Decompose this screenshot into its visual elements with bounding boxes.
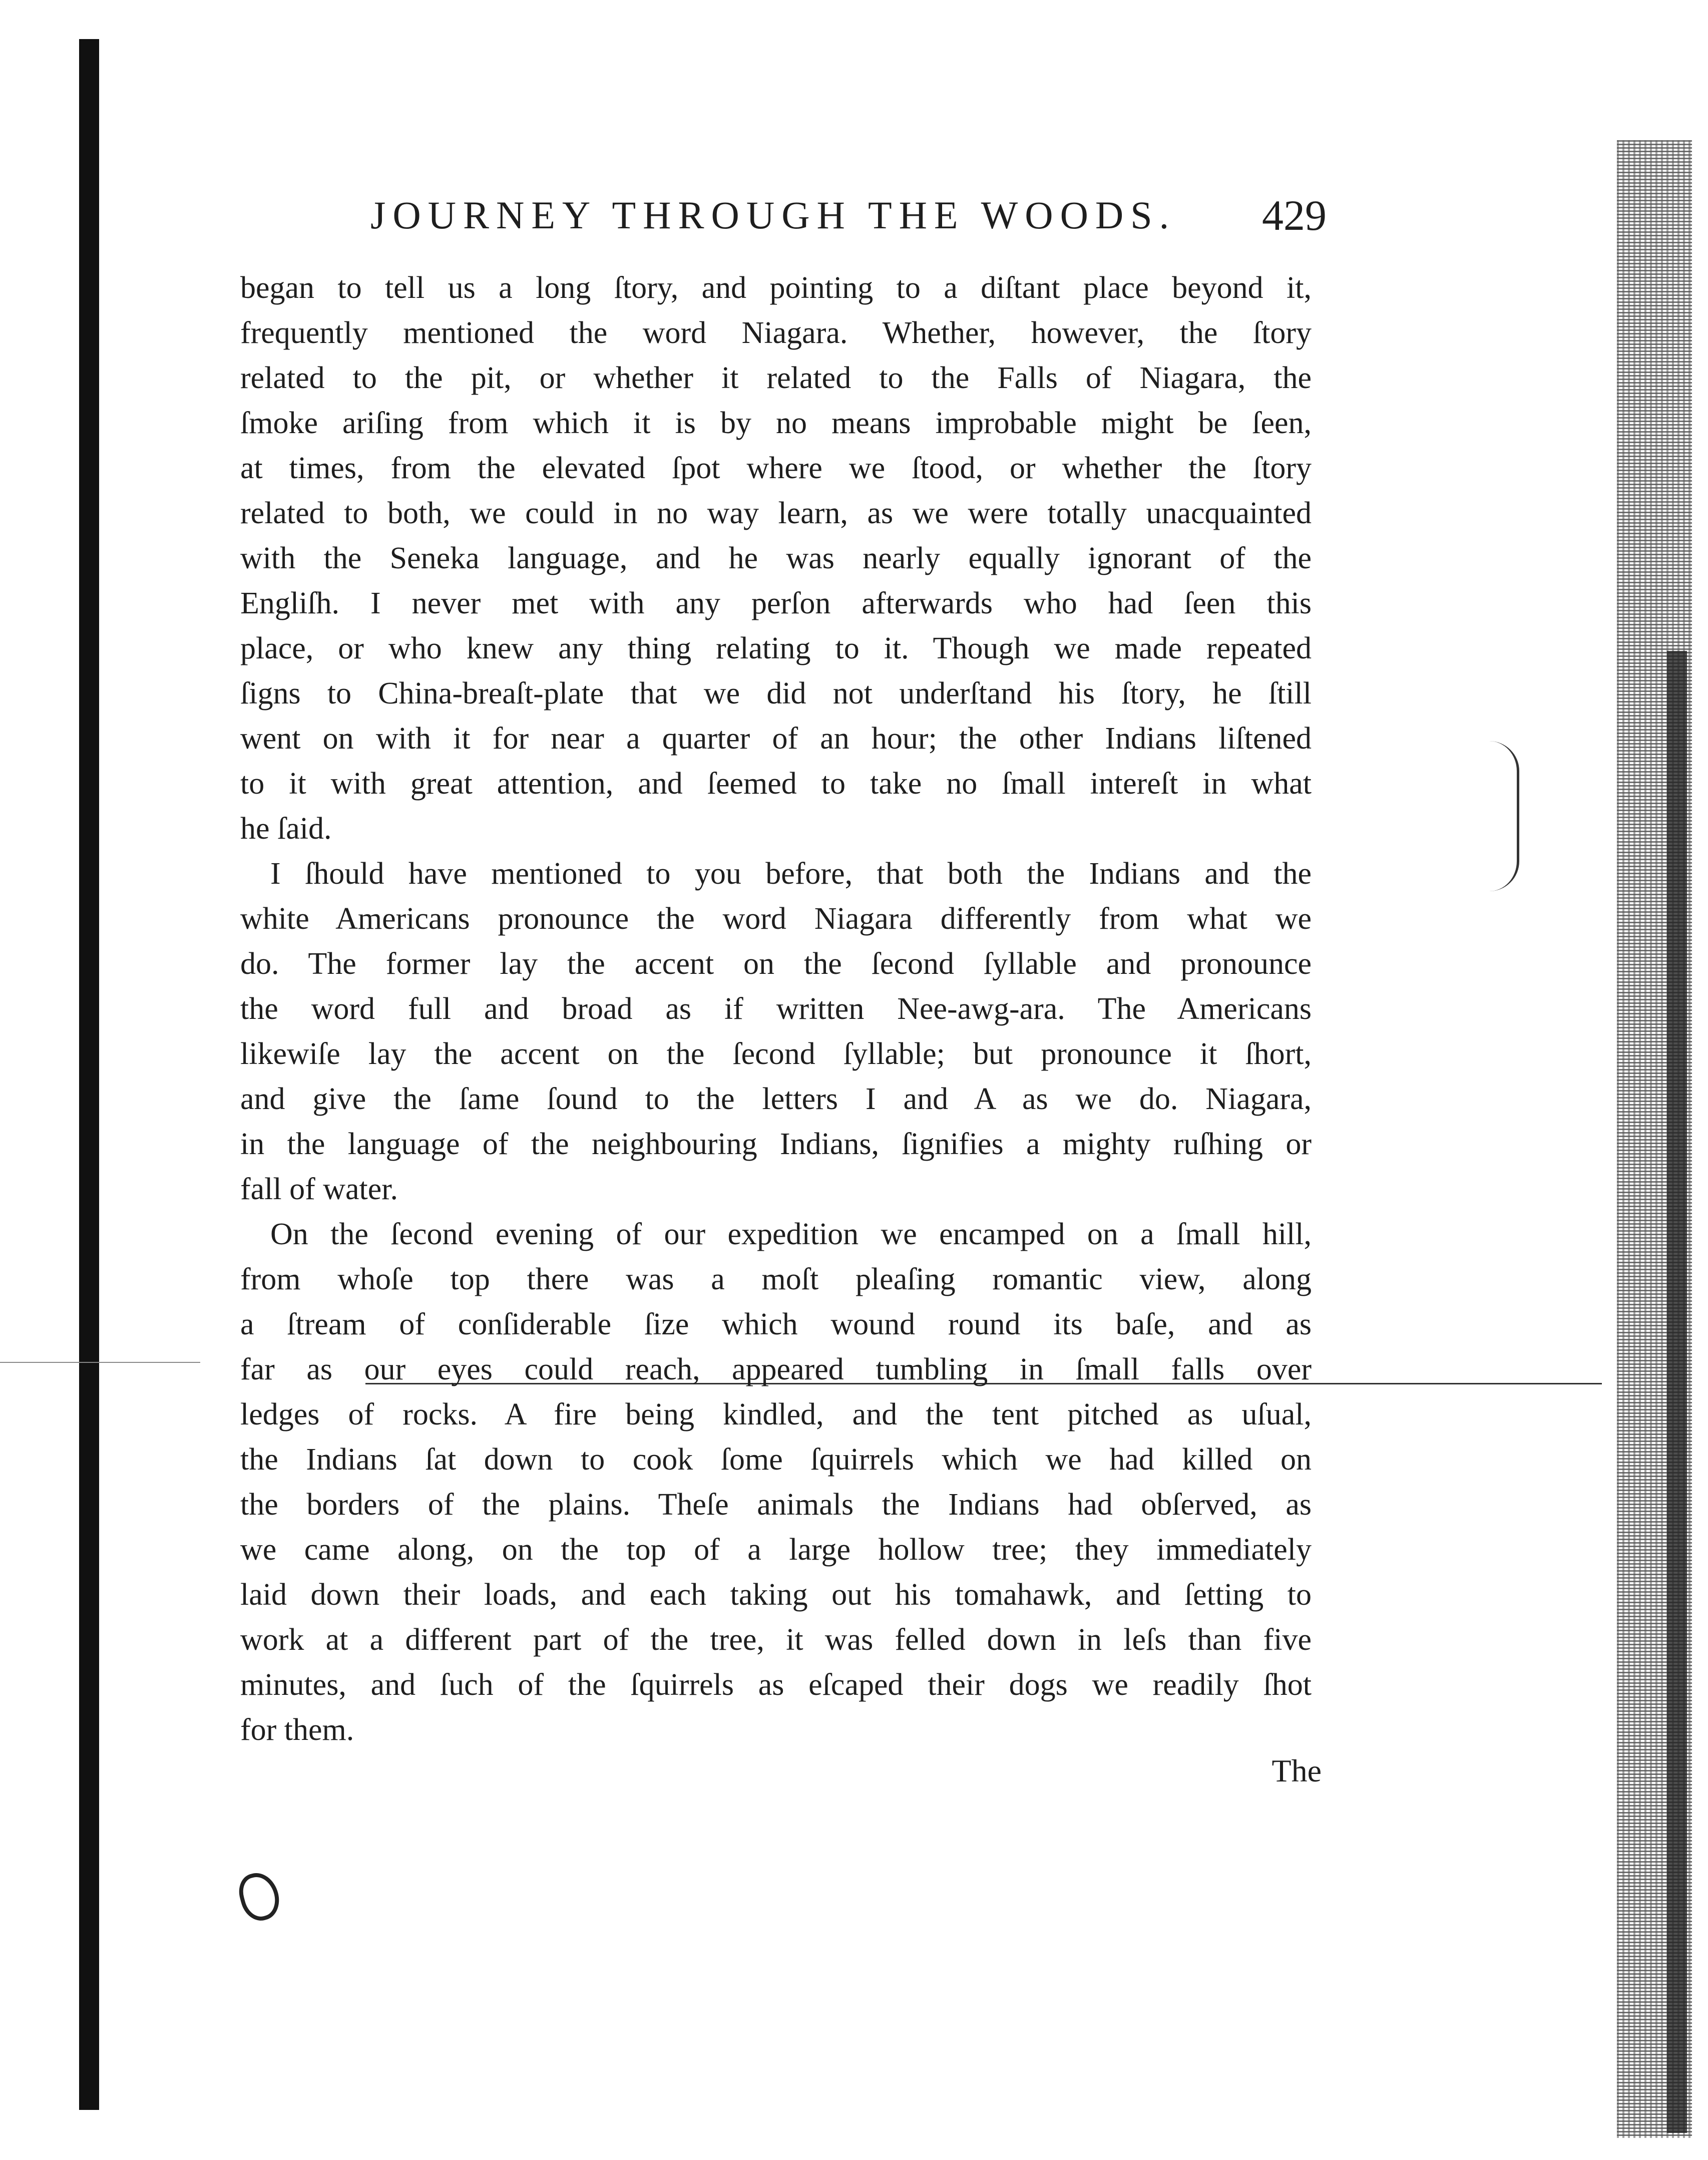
text-line: he ſaid. xyxy=(240,812,332,846)
paragraph-2 xyxy=(240,851,1312,1212)
scan-line-left xyxy=(0,1362,200,1363)
text-line: went on with it for near a quarter of an hour; the other Indians liſtened xyxy=(240,722,1312,756)
text-line: On the ſecond evening of our expedition we encamped on a ſmall hill, xyxy=(270,1217,1312,1251)
text-line: in the language of the neighbouring Indians, ſignifies a mighty ruſhing or xyxy=(240,1127,1312,1161)
text-line: likewiſe lay the accent on the ſecond ſyllable; but pronounce it ſhort, xyxy=(240,1037,1312,1071)
page-number: 429 xyxy=(1262,191,1327,239)
text-line: I ſhould have mentioned to you before, that both the Indians and the xyxy=(270,857,1312,891)
margin-mark xyxy=(1482,741,1519,891)
body-text xyxy=(240,265,1312,1752)
text-line: frequently mentioned the word Niagara. Whether, however, the ſtory xyxy=(240,316,1312,350)
text-line: laid down their loads, and each taking out his tomahawk, and ſetting to xyxy=(240,1578,1312,1612)
paragraph-1 xyxy=(240,265,1312,851)
text-line: far as our eyes could reach, appeared tumbling in ſmall falls over xyxy=(240,1352,1312,1386)
text-line: for them. xyxy=(240,1713,354,1747)
text-line: ledges of rocks. A fire being kindled, and the tent pitched as uſual, xyxy=(240,1397,1312,1431)
text-line: related to the pit, or whether it related to the Falls of Niagara, the xyxy=(240,361,1312,395)
paragraph-3 xyxy=(240,1212,1312,1752)
ink-blot xyxy=(235,1869,284,1925)
text-line: from whoſe top there was a moſt pleaſing romantic view, along xyxy=(240,1262,1312,1296)
text-line: Engliſh. I never met with any perſon afterwards who had ſeen this xyxy=(240,586,1312,620)
text-line: do. The former lay the accent on the ſecond ſyllable and pronounce xyxy=(240,947,1312,981)
text-line: we came along, on the top of a large hollow tree; they immediately xyxy=(240,1533,1312,1567)
text-line: place, or who knew any thing relating to it. Though we made repeated xyxy=(240,631,1312,665)
text-line: and give the ſame ſound to the letters I and A as we do. Niagara, xyxy=(240,1082,1312,1116)
text-line: the word full and broad as if written Nee-awg-ara. The Americans xyxy=(240,992,1312,1026)
text-line: began to tell us a long ſtory, and pointing to a diſtant place beyond it, xyxy=(240,271,1312,305)
scan-right-edge-solid xyxy=(1667,651,1687,2133)
text-line: the Indians ſat down to cook ſome ſquirrels which we had killed on xyxy=(240,1443,1312,1477)
text-line: at times, from the elevated ſpot where we ſtood, or whether the ſtory xyxy=(240,451,1312,485)
text-line: fall of water. xyxy=(240,1172,398,1206)
text-line: ſmoke ariſing from which it is by no means improbable might be ſeen, xyxy=(240,406,1312,440)
text-line: related to both, we could in no way learn, as we were totally unacquainted xyxy=(240,496,1312,530)
text-line: minutes, and ſuch of the ſquirrels as eſcaped their dogs we readily ſhot xyxy=(240,1668,1312,1702)
running-header: JOURNEY THROUGH THE WOODS. xyxy=(370,193,1176,237)
text-line: the borders of the plains. Theſe animals the Indians had obſerved, as xyxy=(240,1488,1312,1522)
catchword: The xyxy=(1271,1753,1322,1788)
scan-left-bar xyxy=(79,39,99,2110)
text-line: work at a different part of the tree, it was felled down in leſs than five xyxy=(240,1623,1312,1657)
text-line: ſigns to China-breaſt-plate that we did not underſtand his ſtory, he ſtill xyxy=(240,676,1312,710)
text-line: a ſtream of conſiderable ſize which wound round its baſe, and as xyxy=(240,1307,1312,1341)
text-line: with the Seneka language, and he was nearly equally ignorant of the xyxy=(240,541,1312,575)
text-line: white Americans pronounce the word Niagara differently from what we xyxy=(240,902,1312,936)
text-line: to it with great attention, and ſeemed to take no ſmall intereſt in what xyxy=(240,767,1312,801)
